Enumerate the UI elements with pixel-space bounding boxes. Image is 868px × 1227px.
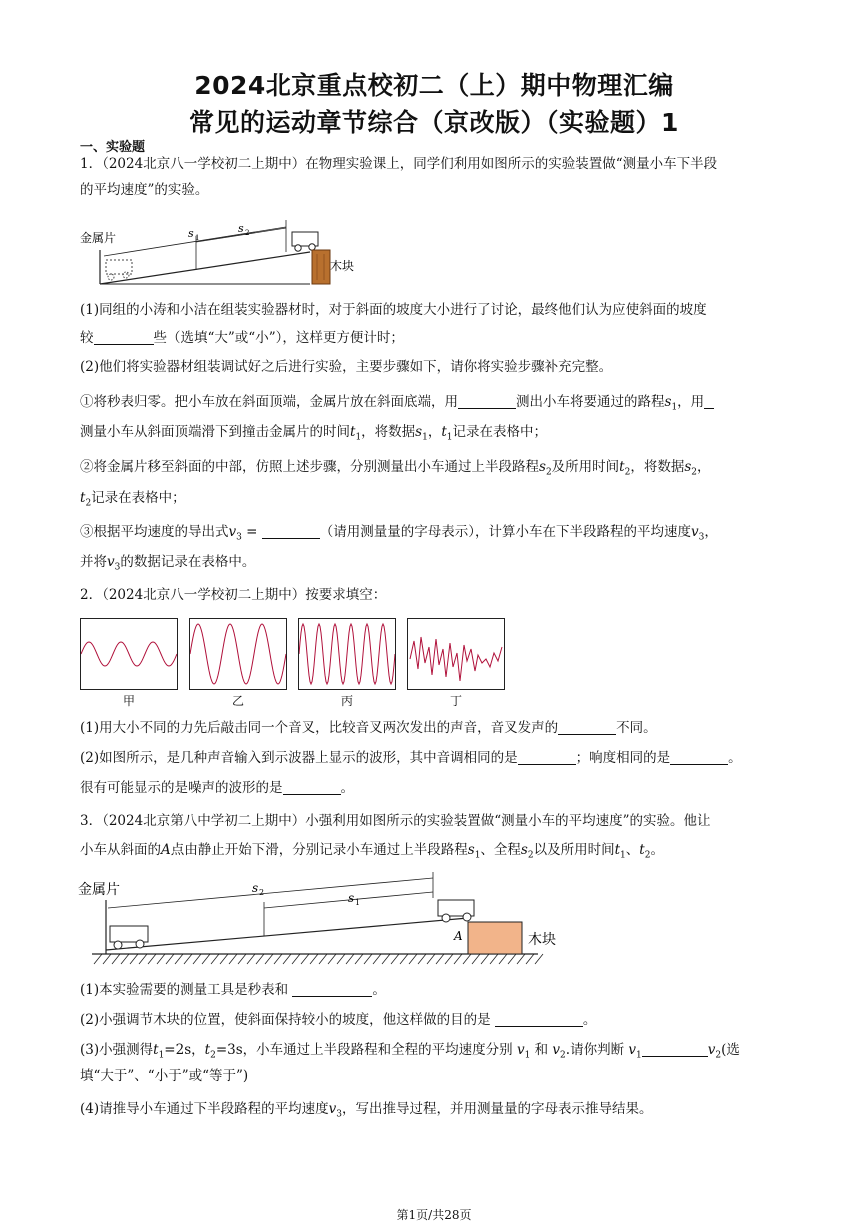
wave-label-yi: 乙 — [231, 694, 244, 708]
q1-part1-line2: 较 些（选填“大”或“小”），这样更方便计时； — [80, 330, 404, 346]
q2-part2-line1: (2)如图所示，是几种声音输入到示波器上显示的波形，其中音调相同的是 ；响度相同的是 。 — [80, 750, 742, 766]
q1-block-label: 木块 — [330, 259, 355, 273]
page-title: 2024北京重点校初二（上）期中物理汇编 — [194, 71, 674, 100]
q1-step3-line2: 并将$v_3$的数据记录在表格中。 — [80, 554, 256, 573]
q3-s2-label: s — [252, 881, 259, 895]
q2-part2-line2: 很有可能显示的是噪声的波形的是 。 — [80, 780, 354, 796]
q1-s1-label: s — [188, 227, 194, 240]
waveform-ding — [407, 618, 505, 690]
page-subtitle: 常见的运动章节综合（京改版）（实验题）1 — [189, 108, 679, 137]
q1-blank-formula[interactable] — [262, 523, 320, 539]
section-heading: 一、实验题 — [80, 140, 146, 155]
q1-s1-sub: 1 — [195, 234, 200, 242]
q3-part4: (4)请推导小车通过下半段路程的平均速度$v_3$，写出推导过程，并用测量量的字母表示推导结果。 — [80, 1101, 653, 1120]
waveform-yi — [189, 618, 287, 690]
page-number: 第1页/共28页 — [396, 1208, 472, 1222]
q1-step2-line1: ②将金属片移至斜面的中部，仿照上述步骤，分别测量出小车通过上半段路程$s_2$及所用时间$t_2$，将数据$s_2$， — [80, 459, 711, 478]
q1-intro-line1: 1．（2024北京八一学校初二上期中）在物理实验课上，同学们利用如图所示的实验装置做“测量小车下半段 — [80, 156, 718, 172]
waveform-jia — [80, 618, 178, 690]
q1-s2-label: s — [238, 222, 244, 235]
wave-label-jia: 甲 — [122, 694, 135, 708]
q1-s2-sub: 2 — [245, 229, 250, 237]
q3-incline-figure — [78, 872, 618, 972]
q1-incline-figure — [78, 212, 368, 292]
waveform-bing — [298, 618, 396, 690]
q1-part1-line1: (1)同组的小涛和小洁在组装实验器材时，对于斜面的坡度大小进行了讨论，最终他们认为应使斜面的坡度 — [80, 302, 707, 318]
q2-blank-noise[interactable] — [283, 779, 341, 795]
q2-blank-loudness[interactable] — [670, 749, 728, 765]
q3-block-label: 木块 — [528, 932, 556, 948]
wave-label-bing: 丙 — [340, 694, 353, 708]
q3-intro-line2: 小车从斜面的A点由静止开始下滑，分别记录小车通过上半段路程$s_1$、全程$s_2$以及所用时间$t_1$、$t_2$。 — [80, 842, 664, 861]
q3-blank-purpose[interactable] — [495, 1011, 583, 1027]
q1-blank-tool[interactable] — [458, 393, 516, 409]
q1-step1-line2: 测量小车从斜面顶端滑下到撞击金属片的时间$t_1$，将数据$s_1$，$t_1$记录在表格中； — [80, 424, 548, 443]
q3-s2-sub: 2 — [259, 888, 265, 897]
q1-part2: (2)他们将实验器材组装调试好之后进行实验，主要步骤如下，请你将实验步骤补充完整。 — [80, 359, 613, 375]
q3-metal-label: 金属片 — [78, 882, 120, 898]
q2-blank-property[interactable] — [558, 719, 616, 735]
q1-step1-line1: ①将秒表归零。把小车放在斜面顶端，金属片放在斜面底端，用 测出小车将要通过的路程$s_1$，用 — [80, 390, 792, 421]
q3-s1-label: s — [348, 891, 355, 905]
q3-part3-line2: 填“大于”、“小于”或“等于”) — [80, 1068, 249, 1084]
q1-step2-line2: $t_2$记录在表格中； — [80, 490, 186, 509]
q3-part3-line1: (3)小强测得$t_1=2s$，$t_2=3s$，小车通过上半段路程和全程的平均速度分别 $v_1$ 和 $v_2$.请你判断 $v_1$ $v_2$(选 — [80, 1042, 740, 1061]
q1-intro-line2: 的平均速度”的实验。 — [80, 182, 209, 198]
q3-s1-sub: 1 — [355, 898, 361, 907]
q1-blank-timer[interactable] — [704, 393, 714, 409]
q3-blank-tool[interactable] — [292, 981, 372, 997]
q3-part2: (2)小强调节木块的位置，使斜面保持较小的坡度，他这样做的目的是 。 — [80, 1012, 597, 1028]
q3-part1: (1)本实验需要的测量工具是秒表和 。 — [80, 982, 386, 998]
q3-intro-line1: 3．（2024北京第八中学初二上期中）小强利用如图所示的实验装置做“测量小车的平均速度”的实验。他让 — [80, 813, 711, 829]
wave-label-ding: 丁 — [449, 694, 462, 708]
q1-blank-slope[interactable] — [94, 329, 154, 345]
q1-step3-line1: ③根据平均速度的导出式$v_3$ = （请用测量量的字母表示），计算小车在下半段路程的平均速度$v_3$， — [80, 524, 718, 543]
q2-blank-pitch[interactable] — [518, 749, 576, 765]
q1-metal-label: 金属片 — [80, 231, 117, 245]
q2-intro: 2．（2024北京八一学校初二上期中）按要求填空： — [80, 587, 387, 603]
q3-blank-compare[interactable] — [642, 1041, 708, 1057]
q2-part1: (1)用大小不同的力先后敲击同一个音叉，比较音叉两次发出的声音，音叉发声的 不同。 — [80, 720, 657, 736]
q3-point-a: A — [454, 929, 463, 943]
